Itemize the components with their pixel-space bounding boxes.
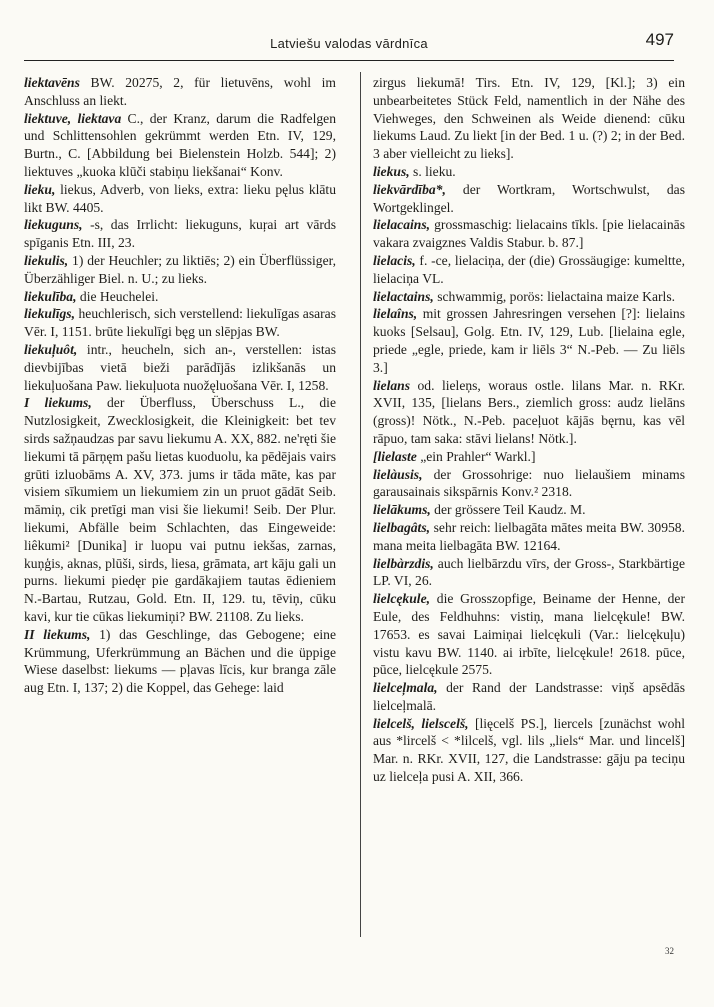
dictionary-entry [373,163,685,181]
dictionary-entry [24,74,336,110]
entry-headword: lielbagâts, [373,519,431,535]
left-column [24,74,336,697]
dictionary-entry [24,110,336,181]
entry-headword: [lielaste [373,448,417,464]
dictionary-entry [24,394,336,625]
right-column [373,74,685,786]
entry-headword: lielàusis, [373,466,423,482]
dictionary-entry [24,626,336,697]
entry-headword: lielcelš, lielscelš, [373,715,469,731]
dictionary-entry [373,715,685,786]
entry-text: 1) der Heuchler; zu liktiēs; 2) ein Überflüssiger, Überzähliger Biel. n. U.; zu lieks. [24,252,336,286]
entry-headword: liekvārdība*, [373,181,446,197]
dictionary-entry [373,252,685,288]
entry-text: s. lieku. [409,163,456,179]
entry-text: sehr reich: lielbagāta mātes meita BW. 30958. mana meita lielbagāta BW. 12164. [373,519,685,553]
entry-text: die Grosszopfige, Beiname der Henne, der Eule, des Feldhuhns: vistiņ, mana lielcękule! BW. 17653. es savai Laimiņai lielcękuli (Var.: lielcękuļu) vistu kavu BW. 1140. ai irbīte, lielcękule! 2618. pūce, pūce, lielcękule 2575. [373,591,685,678]
entry-text: BW. 20275, 2, für lietuvēns, wohl im Anschluss an liekt. [24,75,336,108]
entry-text: der Wortkram, Wortschwulst, das Wortgeklingel. [373,181,685,215]
entry-text: [lięcelš PS.], liercels [zunächst wohl aus *lircelš < *lilcelš, vgl. lils „liels“ Mar. und lincelš] Mar. n. RKr. XVII, 127, die Landstrasse: gāju pa teciņu uz lielceļa pusi A. XII, 366. [373,715,685,785]
entry-headword: II liekums, [24,626,91,642]
entry-headword: lieku, [24,181,56,197]
entry-headword: I liekums, [24,395,92,411]
entry-text: „ein Prahler“ Warkl.] [416,448,536,464]
entry-text: schwammig, porös: lielactaina maize Karls. [433,288,676,304]
entry-text: mit grossen Jahresringen versehen [?]: lielains kuoks [Selsau], Golg. Etn. IV, 129, Lub. [lielaina egle, priede „egle, priede, kam ir liēls 3“ N.-Peb. — Zu liēls 3.] [373,306,685,375]
entry-headword: lielactains, [373,288,434,304]
dictionary-entry [24,305,336,341]
dictionary-entry [373,501,685,519]
dictionary-entry [373,216,685,252]
entry-headword: lielceļmala, [373,680,438,696]
entry-text: der grössere Teil Kaudz. M. [430,502,586,518]
dictionary-entry [373,305,685,376]
entry-text: die Heuchelei. [76,288,159,304]
entry-text: der Überfluss, Überschuss L., die Nutzlosigkeit, Zwecklosigkeit, die Kleinigkeit: bet tev sirds sažņaudzas par savu liekumu A. XX, 882. ne'ręti šie liekumi tā pārņęm pašu lietas kuoduolu, ka pēdējais vairs grūti izluobāms A. XV, 373. jums ir tāda māte, kas par visiem sīkumiem un liekumiem zin un pruot gādāt Seib. māmiņ, cik pretīgi man visi šie liekumi! Seib. Der Plur. liekumi, Abfälle beim Schlachten, das Eingeweide: liêkumi² [Dunika] ir luopu vai putnu iekšas, zarnas, kuņģis, aknas, plūši, sirds, liesa, grāmata, art kāju gali un purns. liekumi piedęr pie gardākajiem tautas ēdieniem N.-Bartau, Rutzau, Gold. Etn. II, 129. tu, tēviņ, cūku kavi, kur tie cūkas liekumiņi? BW. 21108. Zu lieks. [24,395,337,624]
dictionary-entry [24,181,336,217]
dictionary-entry [373,519,685,555]
entry-headword: liekulība, [24,288,77,304]
entry-text: -s, das Irrlicht: liekuguns, kuŗai art vārds spīganis Etn. III, 23. [24,217,336,251]
column-divider [360,72,361,937]
dictionary-entry [24,216,336,252]
dictionary-entry [24,288,336,306]
page-number: 497 [645,30,674,49]
entry-headword: lielcękule, [373,591,430,607]
dictionary-entry [373,555,685,591]
entry-text: auch lielbārzdu vīrs, der Gross-, Starkbärtige LP. VI, 26. [373,555,685,589]
dictionary-entry [373,288,685,306]
entry-headword: liekulīgs, [24,306,75,322]
entry-headword: liekuguns, [24,217,83,233]
dictionary-entry [373,74,685,163]
entry-headword: liekulis, [24,252,69,268]
running-title: Latviešu valodas vārdnīca [270,36,428,51]
dictionary-entry [373,590,685,679]
entry-text: intr., heucheln, sich an-, verstellen: istas dievbijības vietā bieži parādījās izlikšanās un liekuļuošana Paw. liekuļuota nuožęluošana Vēr. I, 1258. [24,341,336,393]
entry-text: C., der Kranz, darum die Radfelgen und Schlittensohlen gekrümmt werden Etn. IV, 129, Burtn., C. [Abbildung bei Bielenstein Holzb. 544]; 2) liektuves „kuoka klūči stabiņu liekšanai“ Konv. [24,110,336,179]
entry-text: liekus, Adverb, von lieks, extra: lieku pęlus klātu likt BW. 4405. [24,181,336,215]
dictionary-entry [373,377,685,448]
entry-text: zirgus liekumā! Tirs. Etn. IV, 129, [Kl.]; 3) ein unbearbeitetes Stück Feld, namentlich in der Nähe des Viehweges, den Schweinen als Weide dienend: cūku liekums Laud. Zu liekt [in der Bed. 1 u. (?) 2; in der Bed. 3 aber vielleicht zu lieks]. [373,75,685,162]
entry-headword: liekuļuôt, [24,341,78,357]
entry-text: heuchlerisch, sich verstellend: liekulīgas asaras Vēr. I, 1151. brūte liekulīgi bęg un slēpjas BW. [24,306,336,340]
entry-headword: lielacis, [373,252,416,268]
entry-headword: lielaîns, [373,306,418,322]
dictionary-entry [373,448,685,466]
entry-text: der Rand der Landstrasse: viņš apsēdās lielceļmalā. [373,680,685,713]
entry-text: grossmaschig: lielacains tīkls. [pie lielacainās vakara zvaigznes Valdis Stabur. b. 87.] [373,217,685,251]
dictionary-entry [373,181,685,217]
dictionary-entry [373,679,685,715]
entry-text: 1) das Geschlinge, das Gebogene; eine Krümmung, Uferkrümmung an Bächen und die üppige Wiese daselbst: liekums — pļavas līcis, kur branga zāle aug Etn. I, 137; 2) die Koppel, das Gehege: laid [24,626,337,696]
entry-headword: liektuve, liektava [24,110,122,126]
signature-mark: 32 [665,946,674,956]
entry-headword: lielans [373,377,411,393]
entry-text: f. -ce, lielaciņa, der (die) Grossäugige: kumeltte, lielaciņa VL. [373,252,685,286]
entry-headword: liekus, [373,163,410,179]
entry-text: od. lieleņs, woraus ostle. lilans Mar. n. RKr. XVII, 135, [lielans Bers., ziemlich gross: audz lielāns (gross)! Nötk., N.-Peb. paceļuot kājās bęrnu, kas vēl rāpuo, tam saka: stāvi lielans! Nötk.]. [373,377,685,446]
entry-headword: lielākums, [373,502,431,518]
entry-headword: liektavēns [24,75,80,90]
dictionary-entry [24,252,336,288]
entry-text: der Grossohrige: nuo lielaušiem minams garausainais sikspārnis Konv.² 2318. [373,466,685,500]
page-header [24,30,674,61]
entry-headword: lielbàrzdis, [373,555,434,571]
entry-headword: lielacains, [373,217,431,233]
dictionary-entry [373,466,685,502]
dictionary-entry [24,341,336,394]
